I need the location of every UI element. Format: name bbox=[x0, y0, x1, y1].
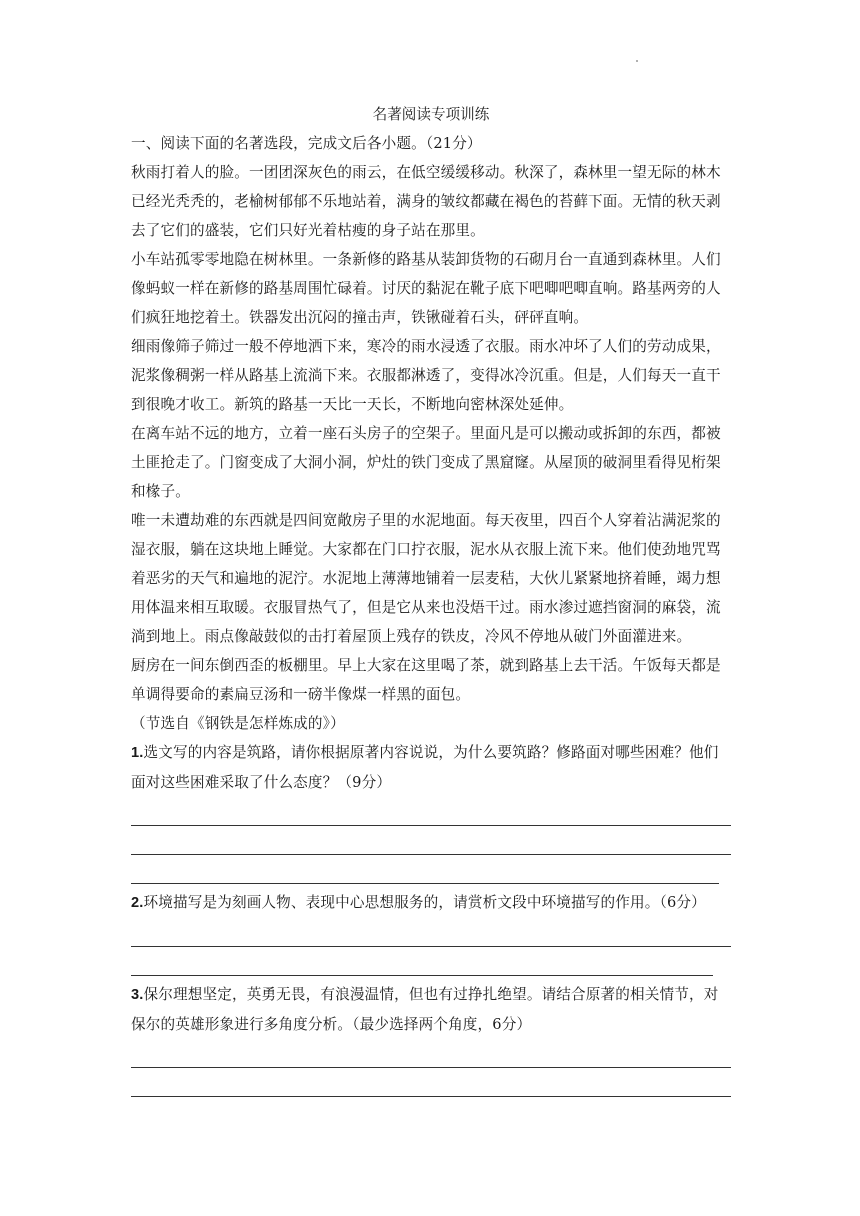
passage-line: 和椽子。 bbox=[131, 483, 190, 500]
document-content bbox=[131, 100, 731, 1097]
answer-line[interactable] bbox=[131, 1039, 731, 1068]
passage-line: 已经光秃秃的，老榆树郁郁不乐地站着，满身的皱纹都藏在褐色的苔藓下面。无情的秋天剥 bbox=[131, 193, 721, 210]
passage-line: 去了它们的盛装，它们只好光着枯瘦的身子站在那里。 bbox=[131, 222, 485, 239]
passage-line: 着恶劣的天气和遍地的泥泞。水泥地上薄薄地铺着一层麦秸，大伙儿紧紧地挤着睡，竭力想 bbox=[131, 570, 721, 587]
question-line: 面对这些困难采取了什么态度？（9分） bbox=[131, 774, 392, 791]
question-2 bbox=[131, 888, 731, 976]
passage-line: 们疯狂地挖着土。铁器发出沉闷的撞击声，铁锹碰着石头，砰砰直响。 bbox=[131, 309, 589, 326]
question-text: 环境描写是为刻画人物、表现中心思想服务的，请赏析文段中环境描写的作用。（6分） bbox=[143, 894, 706, 911]
question-3 bbox=[131, 980, 731, 1097]
page-title: 名著阅读专项训练 bbox=[372, 106, 490, 123]
passage-paragraph-2 bbox=[131, 245, 731, 332]
answer-line[interactable] bbox=[131, 1068, 731, 1097]
answer-line[interactable] bbox=[131, 826, 731, 855]
passage-line: 唯一未遭劫难的东西就是四间宽敞房子里的水泥地面。每天夜里，四百个人穿着沾满泥浆的 bbox=[131, 512, 721, 529]
passage-line: 小车站孤零零地隐在树林里。一条新修的路基从装卸货物的石砌月台一直通到森林里。人们 bbox=[131, 251, 721, 268]
passage-line: 用体温来相互取暖。衣服冒热气了，但是它从来也没焐干过。雨水渗过遮挡窗洞的麻袋，流 bbox=[131, 599, 721, 616]
source-citation: （节选自《钢铁是怎样炼成的》） bbox=[131, 715, 345, 732]
question-line bbox=[131, 980, 731, 1010]
answer-line[interactable] bbox=[131, 855, 719, 884]
passage-line: 在离车站不远的地方，立着一座石头房子的空架子。里面凡是可以搬动或拆卸的东西，都被 bbox=[131, 425, 721, 442]
passage-line: 细雨像筛子筛过一般不停地洒下来，寒冷的雨水浸透了衣服。雨水冲坏了人们的劳动成果， bbox=[131, 338, 721, 355]
passage-paragraph-1 bbox=[131, 158, 731, 245]
passage-line: 淌到地上。雨点像敲鼓似的击打着屋顶上残存的铁皮，冷风不停地从破门外面灌进来。 bbox=[131, 628, 692, 645]
section-heading: 一、阅读下面的名著选段，完成文后各小题。（21分） bbox=[131, 135, 482, 152]
passage-line: 单调得要命的素扁豆汤和一磅半像煤一样黑的面包。 bbox=[131, 686, 471, 703]
passage-line: 泥浆像稠粥一样从路基上流淌下来。衣服都淋透了，变得冰冷沉重。但是，人们每天一直干 bbox=[131, 367, 721, 384]
passage-line: 湿衣服，躺在这块地上睡觉。大家都在门口拧衣服，泥水从衣服上流下来。他们使劲地咒骂 bbox=[131, 541, 721, 558]
page-dot bbox=[636, 60, 638, 62]
question-line: 保尔的英雄形象进行多角度分析。（最少选择两个角度，6分） bbox=[131, 1016, 532, 1033]
question-1 bbox=[131, 738, 731, 884]
passage bbox=[131, 158, 731, 709]
question-number: 2. bbox=[131, 895, 144, 911]
question-text: 保尔理想坚定，英勇无畏，有浪漫温情，但也有过挣扎绝望。请结合原著的相关情节，对 bbox=[143, 986, 719, 1003]
question-number: 3. bbox=[131, 987, 144, 1003]
passage-line: 像蚂蚁一样在新修的路基周围忙碌着。讨厌的黏泥在靴子底下吧唧吧唧直响。路基两旁的人 bbox=[131, 280, 721, 297]
passage-paragraph-5 bbox=[131, 506, 731, 651]
question-line bbox=[131, 738, 731, 768]
question-line bbox=[131, 888, 731, 918]
answer-line[interactable] bbox=[131, 947, 713, 976]
answer-line[interactable] bbox=[131, 918, 731, 947]
passage-paragraph-3 bbox=[131, 332, 731, 419]
passage-paragraph-4 bbox=[131, 419, 731, 506]
passage-paragraph-6 bbox=[131, 651, 731, 709]
passage-line: 秋雨打着人的脸。一团团深灰色的雨云，在低空缓缓移动。秋深了，森林里一望无际的林木 bbox=[131, 164, 721, 181]
passage-line: 厨房在一间东倒西歪的板棚里。早上大家在这里喝了茶，就到路基上去干活。午饭每天都是 bbox=[131, 657, 721, 674]
question-text: 选文写的内容是筑路，请你根据原著内容说说，为什么要筑路？修路面对哪些困难？他们 bbox=[143, 744, 719, 761]
answer-line[interactable] bbox=[131, 797, 731, 826]
passage-line: 到很晚才收工。新筑的路基一天比一天长，不断地向密林深处延伸。 bbox=[131, 396, 574, 413]
passage-line: 土匪抢走了。门窗变成了大洞小洞，炉灶的铁门变成了黑窟窿。从屋顶的破洞里看得见桁架 bbox=[131, 454, 721, 471]
question-number: 1. bbox=[131, 745, 144, 761]
